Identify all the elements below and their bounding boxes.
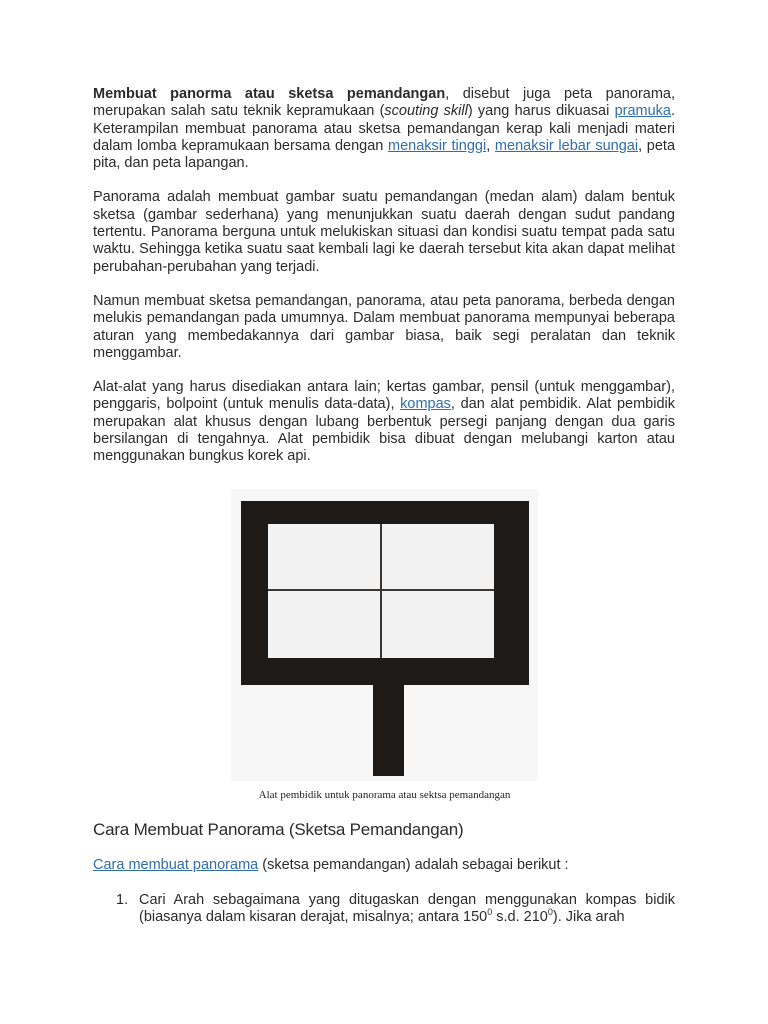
sighting-tool-illustration [231,489,538,781]
paragraph-difference: Namun membuat sketsa pemandangan, panorama, atau peta panorama, berbeda dengan melukis pemandangan pada umumnya. Dalam membuat panorama mempunyai beberapa aturan yang membedakannya dari gambar biasa, baik segi peralatan dan teknik menggambar. [93,292,675,361]
link-menaksir-lebar-sungai[interactable]: menaksir lebar sungai [494,137,639,154]
section-intro [93,857,675,874]
paragraph-text: . Keterampilan membuat panorama atau sketsa pemandangan kerap kali menjadi materi dalam lomba kepramukaan bersama dengan [93,103,676,154]
link-pramuka[interactable]: pramuka [614,103,671,120]
link-menaksir-tinggi[interactable]: menaksir tinggi [388,137,487,154]
intro-text: (sketsa pemandangan) adalah sebagai berikut : [258,857,569,873]
paragraph-intro [93,86,675,172]
paragraph-text: , peta pita, dan peta lapangan. [93,137,676,172]
paragraph-text: Alat-alat yang harus disediakan antara lain; kertas gambar, pensil (untuk menggambar), penggaris, bolpoint (untuk menulis data-data), [93,379,675,413]
paragraph-text: , dan alat pembidik. Alat pembidik merupakan alat khusus dengan lubang berbentuk persegi panjang dengan dua garis bersilangan di tengahnya. Alat pembidik bisa dibuat dengan melubangi karton atau menggunakan bungkus korek api. [93,396,675,465]
figure-caption: Alat pembidik untuk panorama atau sektsa pemandangan [258,789,511,801]
link-kompas[interactable]: kompas [400,396,451,413]
list-text: ). Jika arah [552,909,625,926]
list-item [93,892,675,927]
article-body [93,86,675,483]
paragraph-text: ) yang harus dikuasai [467,103,615,120]
list-text: Cari Arah sebagaimana yang ditugaskan dengan menggunakan kompas bidik (biasanya dalam kisaran derajat, misalnya; antara 150 [139,892,675,926]
paragraph-tools [93,379,675,465]
degree-superscript: 0 [547,907,553,918]
sighting-tool-figure [231,489,538,781]
sighting-handle [373,681,404,776]
paragraph-text: , disebut juga peta panorama, merupakan salah satu teknik kepramukaan ( [93,86,676,120]
section-heading: Cara Membuat Panorama (Sketsa Pemandangan) [93,820,464,839]
steps-list [93,892,675,927]
italic-term: scouting skill [384,103,468,120]
degree-superscript: 0 [487,907,493,918]
paragraph-text: , [486,137,495,154]
link-cara-membuat-panorama[interactable]: Cara membuat panorama [93,857,259,873]
bold-title: Membuat panorma atau sketsa pemandangan [93,86,446,102]
paragraph-definition: Panorama adalah membuat gambar suatu pemandangan (medan alam) dalam bentuk sketsa (gambar sederhana) yang menunjukkan suatu daerah dengan sudut pandang tertentu. Panorama berguna untuk melukiskan situasi dan kondisi suatu tempat pada satu waktu. Sehingga ketika suatu saat kembali lagi ke daerah tersebut kita akan dapat melihat perubahan-perubahan yang terjadi. [93,189,675,275]
list-text: s.d. 210 [492,909,548,926]
list-number: 1. [116,892,129,908]
